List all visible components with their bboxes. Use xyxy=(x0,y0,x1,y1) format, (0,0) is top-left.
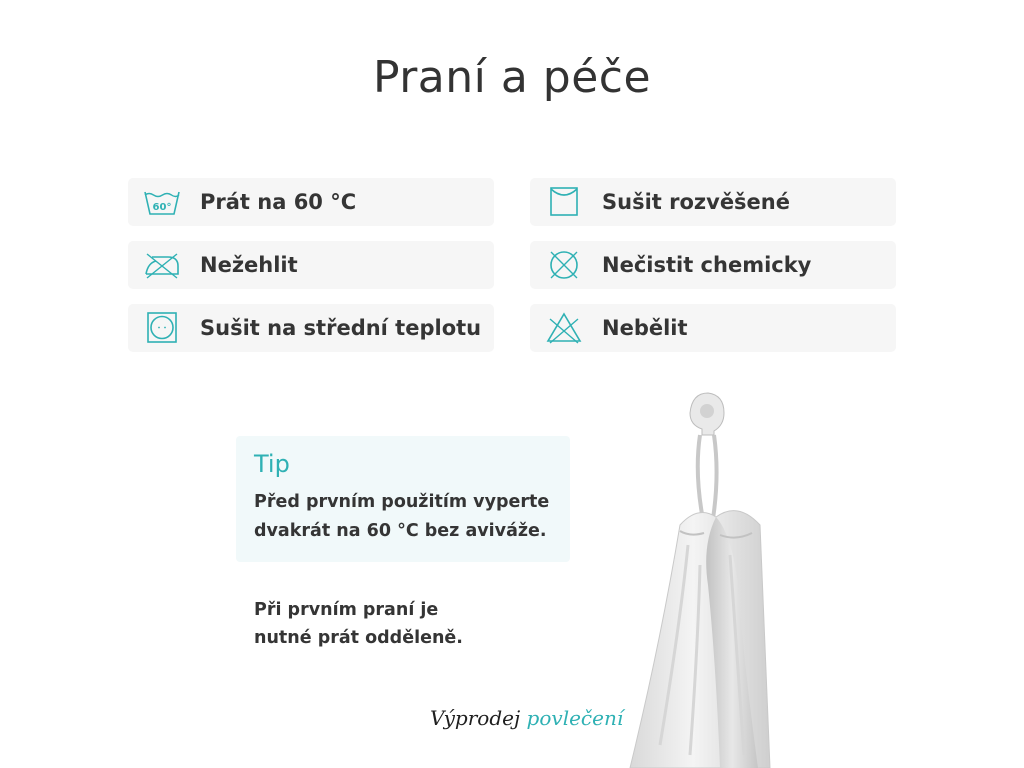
care-symbols-grid xyxy=(128,178,896,352)
care-item-no-bleach xyxy=(530,304,896,352)
no-bleach-icon xyxy=(544,310,584,346)
tip-text xyxy=(254,488,552,546)
note-line-1: Při prvním praní je xyxy=(254,600,439,620)
tip-line-1: Před prvním použitím vyperte xyxy=(254,492,550,512)
care-label-hang-dry: Sušit rozvěšené xyxy=(602,190,790,214)
page-title: Praní a péče xyxy=(372,52,652,103)
tumble-dry-medium-icon xyxy=(142,310,182,346)
care-label-no-iron: Nežehlit xyxy=(200,253,298,277)
care-label-wash: Prát na 60 °C xyxy=(200,190,357,214)
tip-box xyxy=(236,436,570,562)
care-item-wash-60 xyxy=(128,178,494,226)
no-dry-clean-icon xyxy=(544,247,584,283)
towel-on-hook-image xyxy=(620,385,880,768)
care-item-hang-dry xyxy=(530,178,896,226)
no-iron-icon xyxy=(142,247,182,283)
hang-dry-icon xyxy=(544,184,584,220)
note-line-2: nutné prát odděleně. xyxy=(254,628,463,648)
wash-60-icon xyxy=(142,184,182,220)
care-item-no-iron xyxy=(128,241,494,289)
tip-title: Tip xyxy=(254,450,290,478)
brand-logo-part-2: povlečení xyxy=(526,706,624,730)
brand-logo-part-1: Výprodej xyxy=(430,706,521,730)
tip-line-2: dvakrát na 60 °C bez aviváže. xyxy=(254,521,547,541)
care-label-tumble-dry: Sušit na střední teplotu xyxy=(200,316,482,340)
care-item-no-dry-clean xyxy=(530,241,896,289)
care-label-no-dry-clean: Nečistit chemicky xyxy=(602,253,812,277)
brand-logo xyxy=(430,706,623,730)
care-item-tumble-dry xyxy=(128,304,494,352)
wash-temperature-text: 60° xyxy=(152,202,172,213)
care-label-no-bleach: Nebělit xyxy=(602,316,688,340)
washing-note xyxy=(254,596,554,652)
